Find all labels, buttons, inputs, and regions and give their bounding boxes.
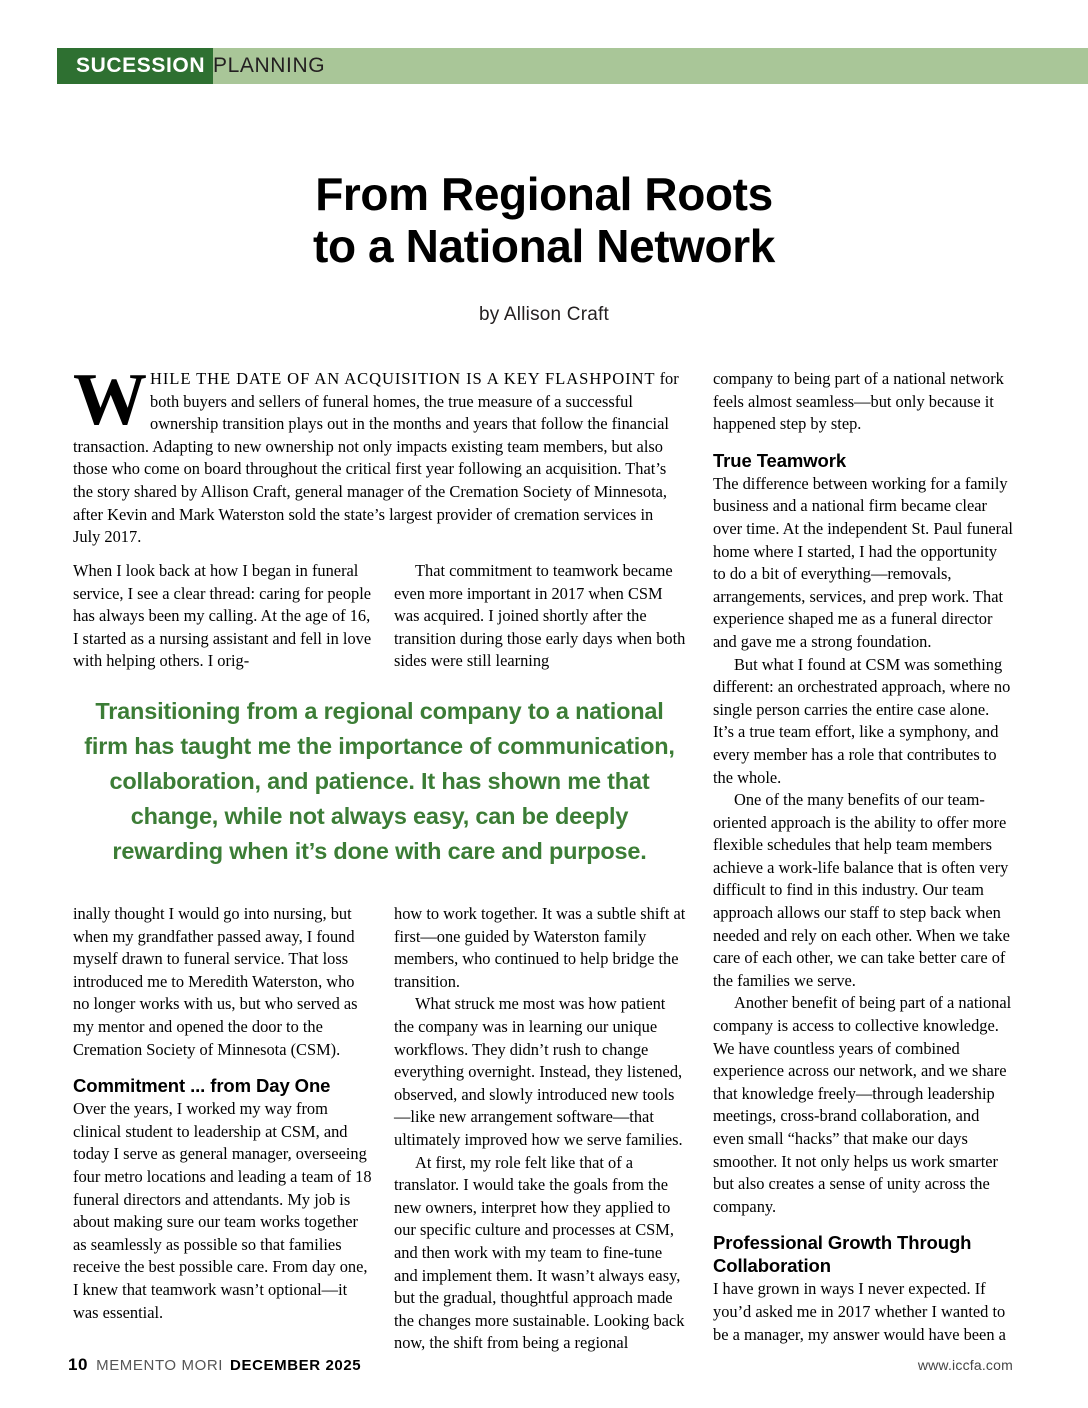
page-title-line-2: to a National Network: [313, 220, 775, 272]
paragraph: how to work together. It was a subtle shift at first—one guided by Waterston family members, who continued to help bridge the transition.: [394, 904, 686, 991]
header-kicker-block: [57, 48, 213, 84]
subhead-line-1: Professional Growth Through: [713, 1232, 972, 1254]
paragraph: But what I found at CSM was something different: an orchestrated approach, where no single person carries the entire case alone. It’s a true team effort, like a symphony, and every member has a role that contributes to the whole.: [713, 654, 1011, 787]
header-band-light: [196, 48, 1088, 84]
subhead-commitment: Commitment ... from Day One: [73, 1075, 331, 1097]
header-section-label: PLANNING: [213, 54, 326, 77]
paragraph: At first, my role felt like that of a translator. I would take the goals from the new owners, interpret how they applied to our specific culture and processes at CSM, and then work with my team to fine-tune and implement them. It wasn’t always easy, but the gradual, thoughtful approach made the changes more sustainable. Looking back now, the shift from being a regional: [394, 1152, 685, 1353]
page-title-line-1: From Regional Roots: [315, 168, 773, 220]
subhead-professional-growth: [713, 1231, 1013, 1277]
paragraph: When I look back at how I began in funeral service, I see a clear thread: caring for people has always been my calling. At the age of 16, I started as a nursing assistant and fell in love with helping others. I orig-: [73, 561, 372, 671]
footer-publication-name: MEMENTO MORI: [96, 1357, 224, 1374]
pull-quote: Transitioning from a regional company to a national firm has taught me the importance of communication, collaboration, and patience. It has shown me that change, while not always easy, can be deeply rewarding when it’s done with care and purpose.: [84, 698, 675, 864]
intro-paragraph: [73, 359, 680, 549]
subhead-line-2: Collaboration: [713, 1255, 831, 1277]
paragraph: company to being part of a national network feels almost seamless—but only because it happened step by step.: [713, 369, 1004, 434]
subhead-true-teamwork: True Teamwork: [713, 449, 847, 471]
intro-rest: for both buyers and sellers of funeral homes, the true measure of a successful ownership transition plays out in the months and years that follow the financial transaction. Adapting to new ownership not only impacts existing team members, but also those who come on board throughout the critical first year following an acquisition. That’s the story shared by Allison Craft, general manager of the Cremation Society of Minnesota, after Kevin and Mark Waterston sold the state’s largest provider of cremation services in July 2017.: [73, 369, 679, 547]
page-title: [0, 168, 1088, 272]
footer-page-number: 10: [68, 1355, 89, 1374]
header-kicker-label: SUCESSION: [76, 54, 206, 77]
paragraph: What struck me most was how patient the company was in learning our unique workflows. They didn’t rush to change everything overnight. Instead, they listened, observed, and slowly introduced new tools—like new arrangement software—that ultimately improved how we serve families.: [394, 994, 683, 1149]
footer-left-group: [68, 1355, 361, 1375]
intro-text: [73, 359, 680, 549]
paragraph: inally thought I would go into nursing, but when my grandfather passed away, I found myself drawn to funeral service. That loss introduced me to Meredith Waterston, who no longer works with us, but who served as my mentor and opened the door to the Cremation Society of Minnesota (CSM).: [73, 904, 358, 1059]
intro-lead-smallcaps: HILE THE DATE OF AN ACQUISITION IS A KEY FLASHPOINT: [150, 369, 656, 388]
paragraph: The difference between working for a family business and a national firm became clear over time. At the independent St. Paul funeral home where I started, I had the opportunity to do a bit of everything—removals, arrangements, services, and prep work. That experience shaped me as a funeral director and gave me a strong foundation.: [713, 473, 1013, 651]
paragraph: Another benefit of being part of a national company is access to collective knowledge. We have countless years of combined experience across our network, and we share that knowledge freely—through leadership meetings, cross-brand collaboration, and even small “hacks” that make our days smoother. It not only helps us work smarter but also creates a sense of unity across the company.: [713, 993, 1012, 1216]
page-header-band: [0, 48, 1088, 84]
page-footer: [0, 1355, 1088, 1385]
column-c: [713, 368, 1013, 1346]
byline: by Allison Craft: [479, 304, 609, 325]
footer-issue-date: DECEMBER 2025: [230, 1357, 362, 1374]
paragraph: That commitment to teamwork became even more important in 2017 when CSM was acquired. I joined shortly after the transition during those early days when both sides were still learning: [394, 561, 686, 671]
footer-website-link[interactable]: www.iccfa.com: [917, 1357, 1013, 1373]
title-block: [0, 168, 1088, 326]
column-b-bottom: [394, 903, 686, 1355]
paragraph: I have grown in ways I never expected. If you’d asked me in 2017 whether I wanted to be a manager, my answer would have been a: [713, 1279, 1006, 1344]
paragraph: One of the many benefits of our team-oriented approach is the ability to offer more flexible schedules that help team members achieve a work-life balance that is often very difficult to find in this industry. Our team approach allows our staff to step back when needed and rely on each other. When we take care of each other, we can take better care of the families we serve.: [713, 790, 1010, 990]
drop-cap: W: [73, 359, 147, 441]
paragraph: Over the years, I worked my way from clinical student to leadership at CSM, and today I serve as general manager, overseeing four metro locations and leading a team of 18 funeral directors and attendants. My job is about making sure our team works together as seamlessly as possible so that families receive the best possible care. From day one, I knew that teamwork wasn’t optional—it was essential.: [73, 1099, 372, 1322]
column-a-bottom: [73, 903, 373, 1324]
column-b-top: [394, 560, 686, 673]
column-a-top: [73, 560, 373, 673]
